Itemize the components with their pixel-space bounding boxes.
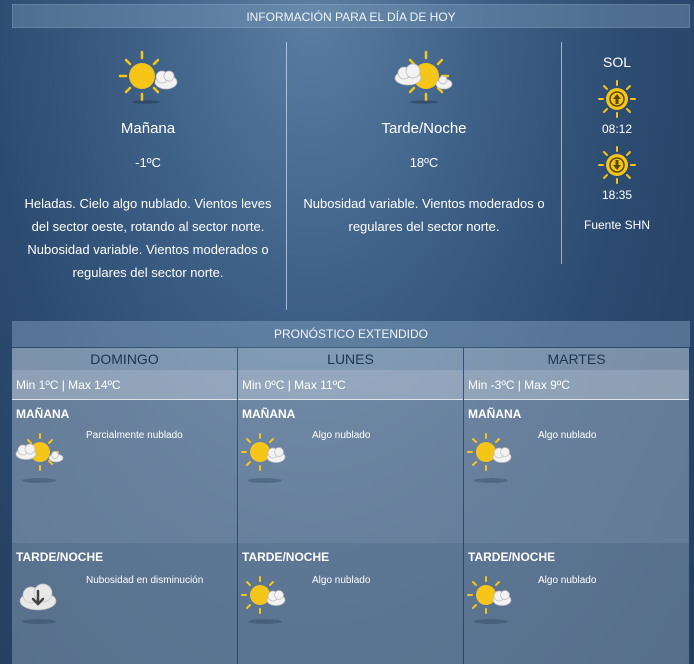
period-desc: Algo nublado — [312, 430, 371, 441]
period-desc: Algo nublado — [538, 430, 597, 441]
day-minmax: Min 0ºC | Max 11ºC — [238, 370, 463, 400]
morning-period — [238, 400, 463, 543]
period-label: MAÑANA — [16, 407, 70, 421]
night-period — [464, 543, 689, 664]
morning-temp: -1ºC — [135, 155, 161, 170]
sun-cloud-icon — [240, 430, 290, 476]
sun-cloud-icon — [466, 430, 516, 476]
day-name: DOMINGO — [12, 348, 237, 370]
forecast-day-monday — [238, 348, 463, 664]
data-source: Fuente SHN — [583, 218, 651, 232]
cloud-sun-icon — [14, 430, 64, 476]
period-desc: Parcialmente nublado — [86, 430, 183, 441]
period-desc: Algo nublado — [538, 575, 597, 586]
icon-shadow — [22, 619, 56, 624]
day-name: LUNES — [238, 348, 463, 370]
evening-title: Tarde/Noche — [381, 120, 467, 137]
period-label: MAÑANA — [468, 407, 522, 421]
desc-line: regulares del sector norte. — [72, 265, 224, 280]
morning-period — [464, 400, 689, 543]
today-morning — [12, 42, 284, 284]
icon-shadow — [474, 478, 508, 483]
sun-cloud-icon — [466, 573, 516, 619]
period-label: TARDE/NOCHE — [242, 550, 330, 564]
cloud-sun-icon — [392, 48, 456, 104]
today-evening — [288, 42, 560, 238]
sun-cloud-icon — [116, 48, 180, 104]
forecast-day-sunday — [12, 348, 237, 664]
cloud-download-icon — [14, 573, 64, 619]
desc-line: regulares del sector norte. — [348, 219, 500, 234]
sunset-icon — [598, 146, 636, 184]
morning-title: Mañana — [120, 120, 176, 137]
period-label: TARDE/NOCHE — [16, 550, 104, 564]
day-name: MARTES — [464, 348, 689, 370]
sunrise-icon — [598, 80, 636, 118]
evening-temp: 18ºC — [409, 155, 439, 170]
period-desc: Nubosidad en disminución — [86, 575, 204, 586]
sun-cloud-icon — [240, 573, 290, 619]
night-period — [238, 543, 463, 664]
forecast-day-tuesday — [464, 348, 689, 664]
morning-period — [12, 400, 237, 543]
extended-header: PRONÓSTICO EXTENDIDO — [12, 321, 690, 347]
sun-info — [563, 42, 671, 232]
today-header: INFORMACIÓN PARA EL DÍA DE HOY — [12, 4, 690, 28]
sunset-time: 18:35 — [601, 188, 633, 202]
desc-line: Nubosidad variable. Vientos moderados o — [27, 242, 269, 257]
icon-shadow — [22, 478, 56, 483]
icon-shadow — [474, 619, 508, 624]
icon-shadow — [248, 619, 282, 624]
period-label: MAÑANA — [242, 407, 296, 421]
period-desc: Algo nublado — [312, 575, 371, 586]
desc-line: del sector oeste, rotando al sector norte. — [31, 219, 265, 234]
divider — [561, 42, 562, 264]
day-minmax: Min 1ºC | Max 14ºC — [12, 370, 237, 400]
evening-desc — [288, 192, 560, 238]
morning-desc — [12, 192, 284, 284]
sun-title: SOL — [602, 54, 631, 70]
divider — [286, 42, 287, 310]
period-label: TARDE/NOCHE — [468, 550, 556, 564]
night-period — [12, 543, 237, 664]
day-minmax: Min -3ºC | Max 9ºC — [464, 370, 689, 400]
icon-shadow — [248, 478, 282, 483]
sunrise-time: 08:12 — [601, 122, 633, 136]
desc-line: Nubosidad variable. Vientos moderados o — [303, 196, 545, 211]
desc-line: Heladas. Cielo algo nublado. Vientos leves — [24, 196, 272, 211]
